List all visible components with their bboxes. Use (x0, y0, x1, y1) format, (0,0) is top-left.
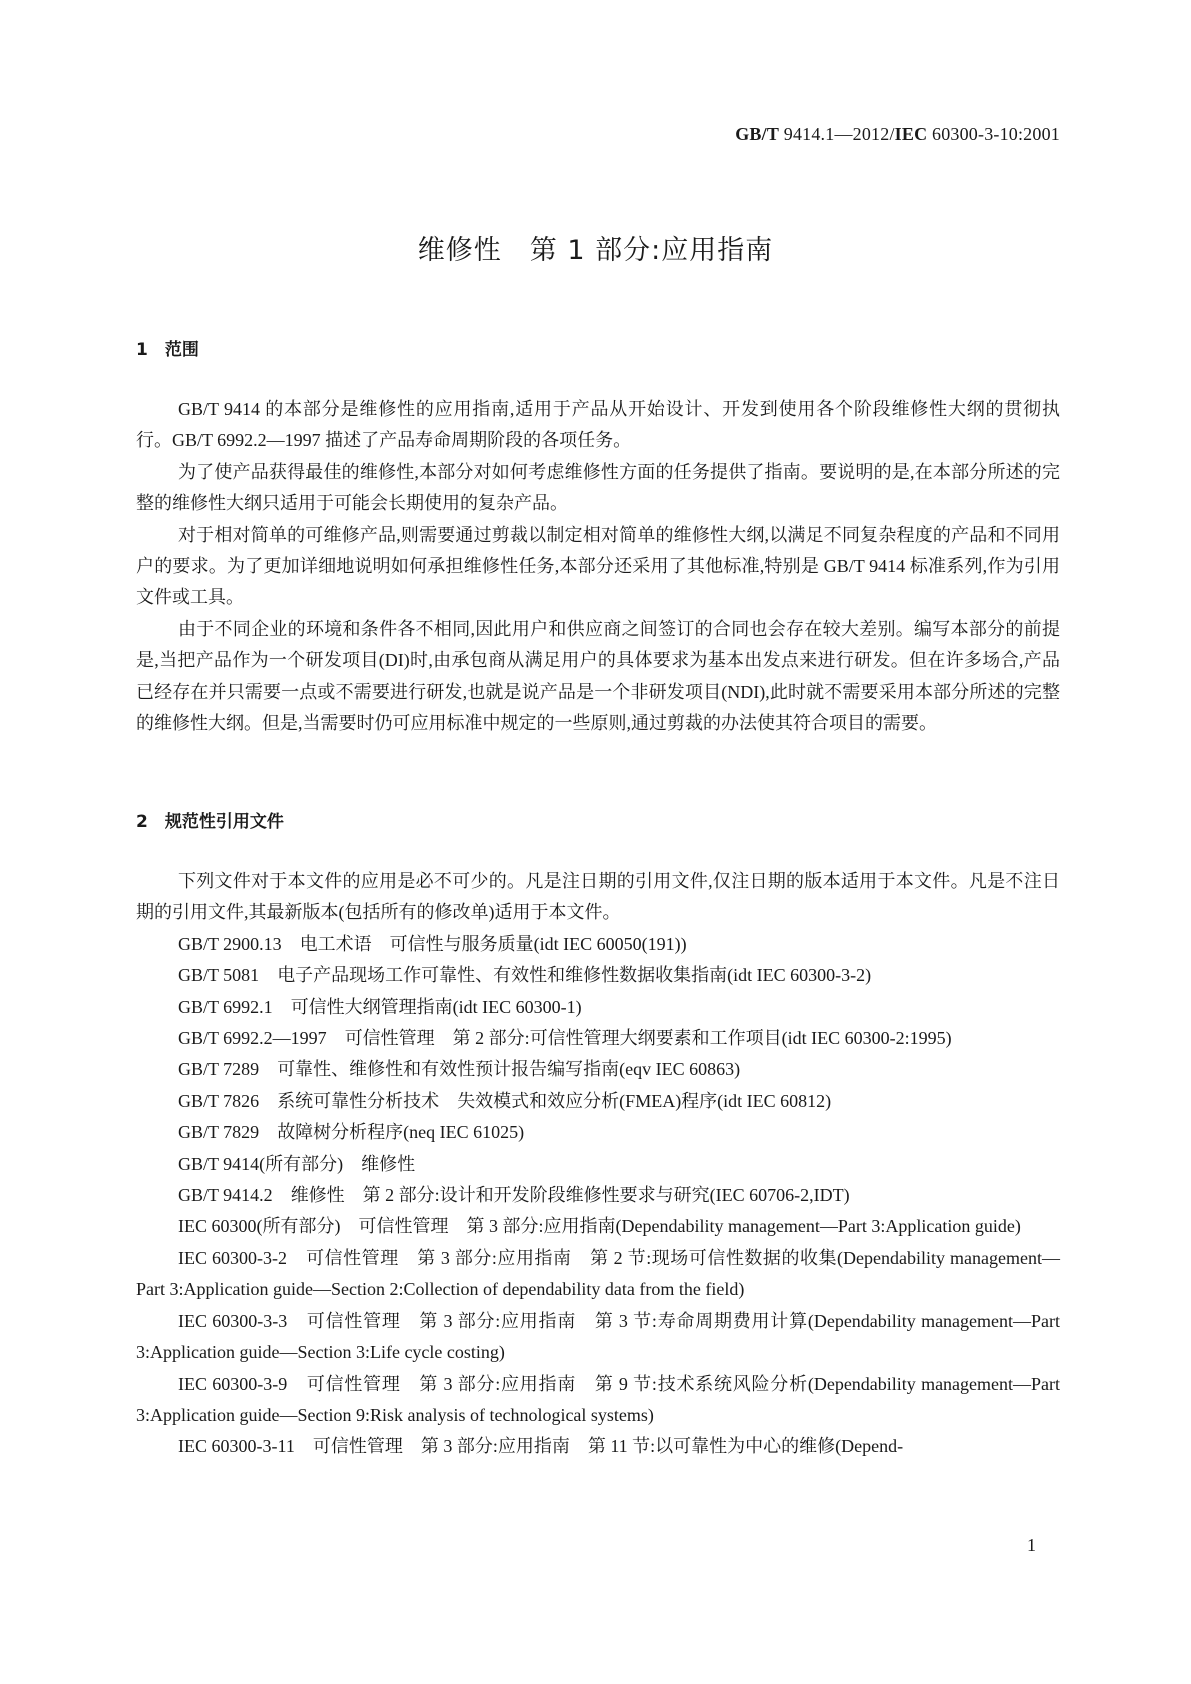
section-heading-normative-references: 2 规范性引用文件 (136, 812, 284, 832)
reference-title: 维修性 (361, 1153, 416, 1174)
scope-paragraph: 为了使产品获得最佳的维修性,本部分对如何考虑维修性方面的任务提供了指南。要说明的是,在本部分所述的完整的维修性大纲只适用于可能会长期使用的复杂产品。 (136, 461, 1060, 514)
reference-code: IEC 60300-3-2 (178, 1247, 288, 1268)
scope-paragraph: 对于相对简单的可维修产品,则需要通过剪裁以制定相对简单的维修性大纲,以满足不同复杂程度的产品和不同用户的要求。为了更加详细地说明如何承担维修性任务,本部分还采用了其他标准,特别是 GB/T 9414 标准系列,作为引用文件或工具。 (136, 524, 1060, 608)
reference-code: GB/T 9414.2 (178, 1185, 273, 1206)
section-references-body (136, 866, 1060, 1463)
reference-code: GB/T 5081 (178, 965, 260, 986)
reference-item (136, 1180, 1060, 1211)
reference-item (136, 1117, 1060, 1148)
reference-title: 可信性管理 第 3 部分:应用指南 第 11 节:以可靠性为中心的维修(Depend- (312, 1436, 904, 1457)
reference-title: 可信性管理 第 3 部分:应用指南 第 9 节:技术系统风险分析(Dependability management—Part 3:Application guide—Section 9:Risk analysis of technological systems) (136, 1373, 1061, 1425)
reference-item (136, 1431, 1060, 1462)
reference-item (136, 1054, 1060, 1085)
reference-title: 故障树分析程序(neq IEC 61025) (277, 1122, 525, 1143)
reference-item (136, 1306, 1060, 1369)
section-heading-scope: 1 范围 (136, 340, 199, 360)
reference-title: 电工术语 可信性与服务质量(idt IEC 60050(191)) (299, 933, 687, 954)
scope-paragraph: GB/T 9414 的本部分是维修性的应用指南,适用于产品从开始设计、开发到使用各个阶段维修性大纲的贯彻执行。GB/T 6992.2—1997 描述了产品寿命周期阶段的各项任务。 (136, 399, 1060, 451)
standard-number-header (735, 124, 1060, 145)
reference-title: 可信性管理 第 3 部分:应用指南 第 2 节:现场可信性数据的收集(Dependability management—Part 3:Application guide—Section 2:Collection of dependability data from the field) (136, 1247, 1060, 1300)
reference-code: GB/T 7289 (178, 1059, 260, 1080)
reference-title: 可靠性、维修性和有效性预计报告编写指南(eqv IEC 60863) (277, 1059, 741, 1080)
scope-paragraph: 由于不同企业的环境和条件各不相同,因此用户和供应商之间签订的合同也会存在较大差别。编写本部分的前提是,当把产品作为一个研发项目(DI)时,由承包商从满足用户的具体要求为基本出发点来进行研发。但在许多场合,产品已经存在并只需要一点或不需要进行研发,也就是说产品是一个非研发项目(NDI),此时就不需要采用本部分所述的完整的维修性大纲。但是,当需要时仍可应用标准中规定的一些原则,通过剪裁的办法使其符合项目的需要。 (136, 618, 1060, 734)
iec-number: 60300-3-10:2001 (927, 124, 1060, 144)
reference-title: 维修性 第 2 部分:设计和开发阶段维修性要求与研究(IEC 60706-2,IDT) (290, 1185, 850, 1206)
std-number: 9414.1—2012/ (779, 124, 895, 144)
references-intro: 下列文件对于本文件的应用是必不可少的。凡是注日期的引用文件,仅注日期的版本适用于本文件。凡是不注日期的引用文件,其最新版本(包括所有的修改单)适用于本文件。 (136, 871, 1060, 923)
reference-code: GB/T 7826 (178, 1090, 260, 1111)
reference-item (136, 1211, 1060, 1242)
reference-code: GB/T 6992.1 (178, 996, 273, 1017)
reference-item (136, 1086, 1060, 1117)
reference-item (136, 960, 1060, 991)
reference-item (136, 1023, 1060, 1054)
iec-prefix: IEC (894, 124, 928, 144)
reference-item (136, 1149, 1060, 1180)
std-prefix: GB/T (735, 124, 780, 144)
reference-code: IEC 60300-3-11 (178, 1436, 295, 1457)
reference-code: IEC 60300-3-3 (178, 1310, 288, 1331)
reference-code: GB/T 2900.13 (178, 933, 282, 954)
reference-item (136, 929, 1060, 960)
section-scope-body (136, 394, 1060, 739)
reference-item (136, 1369, 1060, 1432)
reference-item (136, 1243, 1060, 1306)
reference-title: 可信性管理 第 2 部分:可信性管理大纲要素和工作项目(idt IEC 60300-2:1995) (344, 1028, 952, 1049)
reference-code: GB/T 6992.2—1997 (178, 1028, 327, 1049)
reference-title: 可信性管理 第 3 部分:应用指南(Dependability management—Part 3:Application guide) (358, 1216, 1021, 1237)
document-title: 维修性 第 1 部分:应用指南 (417, 235, 774, 266)
reference-code: IEC 60300(所有部分) (178, 1216, 341, 1237)
reference-title: 可信性大纲管理指南(idt IEC 60300-1) (290, 996, 582, 1017)
reference-title: 系统可靠性分析技术 失效模式和效应分析(FMEA)程序(idt IEC 60812) (277, 1090, 832, 1111)
reference-item (136, 992, 1060, 1023)
reference-code: IEC 60300-3-9 (178, 1373, 288, 1394)
reference-title: 电子产品现场工作可靠性、有效性和维修性数据收集指南(idt IEC 60300-3-2) (277, 965, 872, 986)
reference-code: GB/T 7829 (178, 1122, 260, 1143)
page-number: 1 (1027, 1535, 1036, 1555)
reference-code: GB/T 9414(所有部分) (178, 1153, 344, 1174)
reference-title: 可信性管理 第 3 部分:应用指南 第 3 节:寿命周期费用计算(Dependability management—Part 3:Application guide—Section 3:Life cycle costing) (136, 1310, 1061, 1363)
